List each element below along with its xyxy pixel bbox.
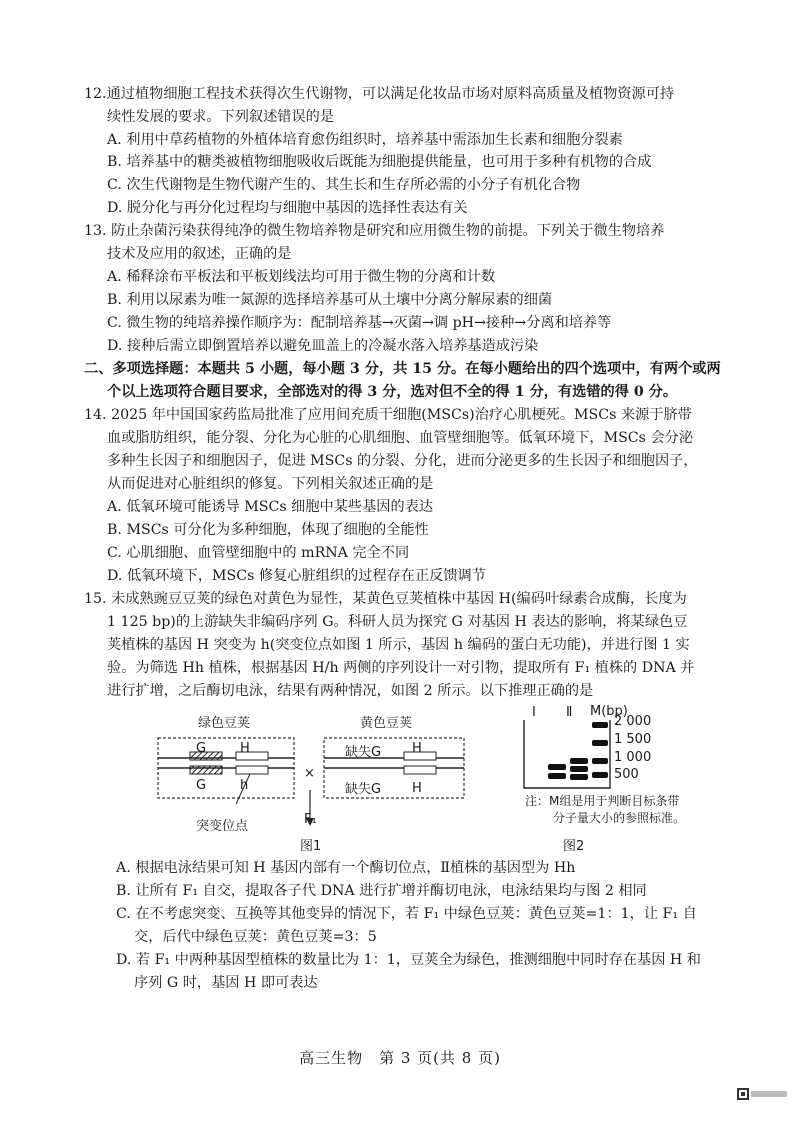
fig2-marker-band-2000: [592, 722, 608, 728]
fig1-label-h-right-top: H: [412, 741, 422, 756]
page-footer: 高三生物 第 3 页(共 8 页): [299, 1049, 501, 1067]
fig2-marker-500: 500: [614, 767, 639, 782]
q12-option-b: B. 培养基中的糖类被植物细胞吸收后既能为细胞提供能量，也可用于多种有机物的合成: [107, 154, 652, 170]
fig2-marker-1000: 1 000: [614, 750, 652, 765]
q15-stem-line5: 进行扩增，之后酶切电泳，结果有两种情况，如图 2 所示。以下推理正确的是: [107, 683, 594, 699]
q12-option-d: D. 脱分化与再分化过程均与细胞中基因的选择性表达有关: [107, 200, 468, 216]
fig1-label-deleted-g-bottom: 缺失G: [345, 782, 382, 797]
q15-stem-line4: 验。为筛选 Hh 植株，根据基因 H/h 两侧的序列设计一对引物，提取所有 F₁ 植株的 DNA 并: [107, 660, 695, 676]
qr-code-icon: [737, 1088, 789, 1100]
q13-option-c: C. 微生物的纯培养操作顺序为：配制培养基→灭菌→调 pH→接种→分离和培养等: [107, 315, 612, 331]
fig1-label-g-top: G: [196, 741, 207, 756]
q13-stem-line1: 13. 防止杂菌污染获得纯净的微生物培养物是研究和应用微生物的前提。下列关于微生物培养: [84, 223, 665, 239]
q15-stem-line2: 1 125 bp)的上游缺失非编码序列 G。科研人员为探究 G 对基因 H 表达的影响，将某绿色豆: [107, 614, 688, 630]
q15-option-c-line1: C. 在不考虑突变、互换等其他变异的情况下，若 F₁ 中绿色豆荚：黄色豆荚=1：1，让 F₁ 自: [116, 906, 697, 922]
q15-option-d-line1: D. 若 F₁ 中两种基因型植株的数量比为 1：1，豆荚全为绿色，推测细胞中同时存在基因 H 和: [116, 952, 701, 968]
fig2-lane-ii-band-1: [570, 758, 588, 764]
q14-option-b: B. MSCs 可分化为多种细胞，体现了细胞的全能性: [107, 522, 429, 538]
q12-option-c: C. 次生代谢物是生物代谢产生的、其生长和生存所必需的小分子有机化合物: [107, 177, 581, 193]
fig1-cross-symbol: ×: [304, 766, 315, 781]
q13-option-d: D. 接种后需立即倒置培养以避免皿盖上的冷凝水落入培养基造成污染: [107, 338, 539, 354]
q14-stem-line1: 14. 2025 年中国国家药监局批准了应用间充质干细胞(MSCs)治疗心肌梗死。MSCs 来源于脐带: [84, 407, 692, 423]
fig2-lane-ii-label: Ⅱ: [566, 705, 573, 720]
q14-stem-line2: 血或脂肪组织，能分裂、分化为心脏的心肌细胞、血管壁细胞等。低氧环境下，MSCs 会分泌: [107, 430, 694, 446]
q13-option-a: A. 稀释涂布平板法和平板划线法均可用于微生物的分离和计数: [107, 269, 496, 285]
q14-option-d: D. 低氧环境下，MSCs 修复心脏组织的过程存在正反馈调节: [107, 568, 486, 584]
q15-option-a: A. 根据电泳结果可知 H 基因内部有一个酶切位点，Ⅱ植株的基因型为 Hh: [116, 860, 576, 876]
q13-stem-line2: 技术及应用的叙述，正确的是: [107, 246, 292, 262]
fig1-yellow-pod-label: 黄色豆荚: [360, 716, 413, 731]
fig2-marker-1500: 1 500: [614, 732, 652, 747]
q12-stem-line2: 续性发展的要求。下列叙述错误的是: [107, 109, 335, 125]
fig1-yellow-gene-h-bottom: [404, 766, 436, 774]
fig2-note-line2: 分子量大小的参照标准。: [553, 811, 686, 825]
fig1-f1-label: F₁: [304, 812, 317, 827]
fig2-lane-i-label: Ⅰ: [532, 705, 536, 720]
fig2-lane-ii-band-2: [570, 766, 588, 772]
fig1-label-g-bottom: G: [196, 778, 207, 793]
fig1-mutation-site-label: 突变位点: [196, 819, 249, 834]
fig2-marker-band-1000: [592, 758, 608, 764]
q12-option-a: A. 利用中草药植物的外植体培育愈伤组织时，培养基中需添加生长素和细胞分裂素: [107, 132, 623, 148]
fig2-marker-band-500: [592, 772, 608, 778]
fig2-caption: 图2: [563, 839, 585, 854]
fig2-lane-i-band-1: [548, 764, 566, 770]
fig1-gene-h-mutant: [236, 766, 268, 774]
fig1-label-h-right-bottom: H: [412, 781, 422, 796]
q14-option-a: A. 低氧环境可能诱导 MSCs 细胞中某些基因的表达: [107, 499, 434, 515]
fig2-lane-i-band-2: [548, 773, 566, 779]
q15-option-c-line2: 交，后代中绿色豆荚：黄色豆荚=3：5: [134, 929, 377, 945]
q15-stem-line1: 15. 未成熟豌豆豆荚的绿色对黄色为显性，某黄色豆荚植株中基因 H(编码叶绿素合成酶，长度为: [84, 591, 687, 607]
q14-stem-line4: 从而促进对心脏组织的修复。下列相关叙述正确的是: [107, 476, 434, 492]
fig1-caption: 图1: [300, 839, 322, 854]
fig2-gel: [522, 718, 612, 790]
q14-option-c: C. 心肌细胞、血管壁细胞中的 mRNA 完全不同: [107, 545, 410, 561]
fig2-marker-band-1500: [592, 740, 608, 746]
q15-option-d-line2: 序列 G 时，基因 H 即可表达: [134, 975, 318, 991]
section2-header-line2: 个以上选项符合题目要求，全部选对的得 3 分，选对但不全的得 1 分，有选错的得 0 分。: [107, 384, 678, 400]
section2-header-line1: 二、多项选择题：本题共 5 小题，每小题 3 分，共 15 分。在每小题给出的四个选项中，有两个或两: [84, 361, 721, 377]
fig1-label-h-mutant: h: [240, 778, 249, 793]
fig1-label-deleted-g-top: 缺失G: [345, 745, 382, 760]
fig2-note-line1: 注：M组是用于判断目标条带: [525, 794, 680, 808]
q15-stem-line3: 荚植株的基因 H 突变为 h(突变位点如图 1 所示，基因 h 编码的蛋白无功能)，并进行图 1 实: [107, 637, 690, 653]
q15-option-b: B. 让所有 F₁ 自交，提取各子代 DNA 进行扩增并酶切电泳，电泳结果均与图 2 相同: [116, 883, 647, 899]
q13-option-b: B. 利用以尿素为唯一氮源的选择培养基可从土壤中分离分解尿素的细菌: [107, 292, 553, 308]
q14-stem-line3: 多种生长因子和细胞因子，促进 MSCs 的分裂、分化，进而分泌更多的生长因子和细胞因子，: [107, 453, 698, 469]
fig2-marker-header: M(bp): [590, 704, 628, 719]
q12-stem-line1: 12.通过植物细胞工程技术获得次生代谢物，可以满足化妆品市场对原料高质量及植物资源可持: [84, 86, 675, 102]
fig2-marker-2000: 2 000: [614, 714, 652, 729]
fig2-lane-ii-band-3: [570, 774, 588, 780]
fig1-label-h-top: H: [240, 741, 250, 756]
fig1-seq-g-bottom: [190, 766, 222, 774]
fig1-green-pod-label: 绿色豆荚: [198, 716, 251, 731]
